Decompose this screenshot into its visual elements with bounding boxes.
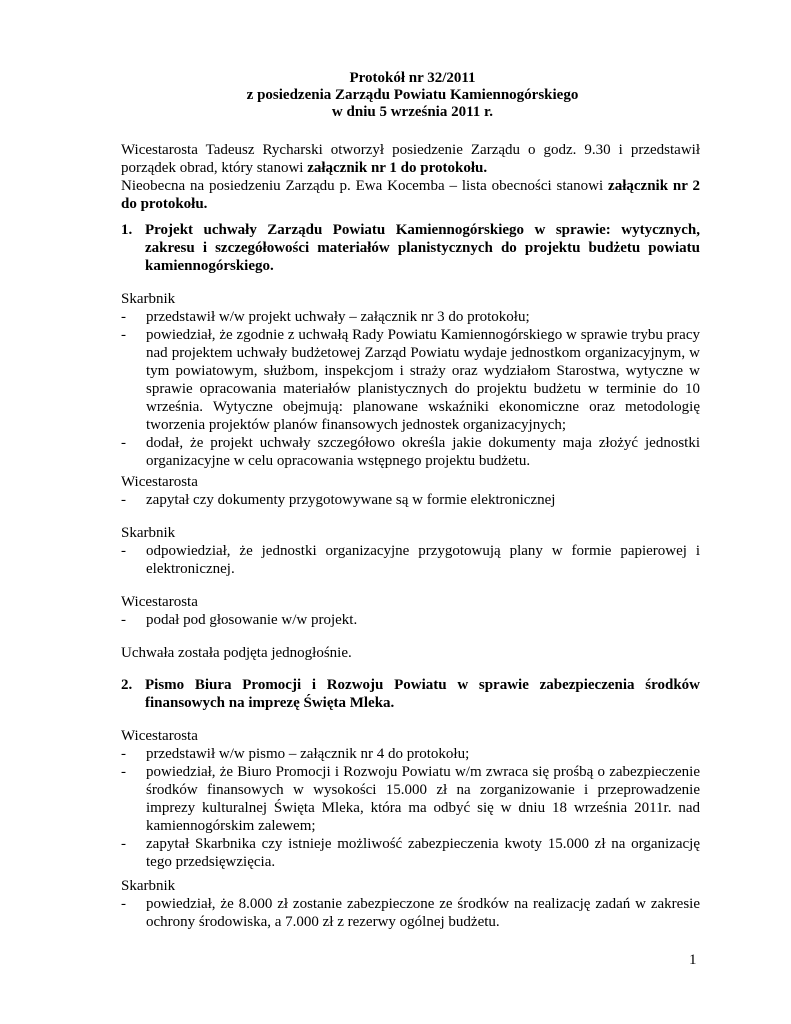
statement-list xyxy=(121,611,700,629)
list-item xyxy=(121,308,700,326)
bullet-dash: - xyxy=(121,746,126,762)
speaker-label: Skarbnik xyxy=(121,878,176,894)
bullet-dash: - xyxy=(121,309,126,325)
statement-list xyxy=(121,308,700,470)
list-item-text: odpowiedział, że jednostki organizacyjne przygotowują plany w formie papierowej i elektronicznej. xyxy=(146,543,700,577)
bullet-dash: - xyxy=(121,492,126,508)
list-item xyxy=(121,745,700,763)
speaker-label: Wicestarosta xyxy=(121,474,198,490)
list-item xyxy=(121,611,700,629)
list-item-text: zapytał Skarbnika czy istnieje możliwość zabezpieczenia kwoty 15.000 zł na organizację tego przedsięwzięcia. xyxy=(146,836,700,870)
list-item xyxy=(121,434,700,470)
section-2-title xyxy=(121,676,700,712)
list-item-text: powiedział, że Biuro Promocji i Rozwoju Powiatu w/m zwraca się prośbą o zabezpieczenie środków finansowych w wysokości 15.000 zł na zorganizowanie i przeprowadzenie imprezy kulturalnej Święta Mleka, która ma odbyć się w dniu 18 września 2011r. nad kamiennogórskim zalewem; xyxy=(146,764,700,834)
intro-opening: Wicestarosta Tadeusz Rycharski otworzył posiedzenie Zarządu o godz. 9.30 i przedstawił porządek obrad, który stanowi załącznik nr 1 do protokołu. xyxy=(121,142,700,176)
section-2-number: 2. xyxy=(121,677,133,693)
list-item xyxy=(121,895,700,931)
resolution-result: Uchwała została podjęta jednogłośnie. xyxy=(121,645,352,661)
protocol-date: w dniu 5 września 2011 r. xyxy=(331,104,494,120)
list-item-text: powiedział, że zgodnie z uchwałą Rady Powiatu Kamiennogórskiego w sprawie trybu pracy nad projektem uchwały budżetowej Zarząd Powiatu wydaje jednostkom organizacyjnym, w tym powiatowym, służbom, inspekcjom i straży oraz wydziałom Starostwa, wytyczne w sprawie opracowania materiałów planistycznych do projektu budżetu w terminie do 10 września. Wytyczne obejmują: planowane wskaźniki ekonomiczne oraz metodologię tworzenia projektów planów finansowych jednostek organizacyjnych; xyxy=(146,327,700,433)
list-item xyxy=(121,491,700,509)
intro-paragraph xyxy=(121,141,700,213)
bullet-dash: - xyxy=(121,612,126,628)
speaker-label: Skarbnik xyxy=(121,525,176,541)
list-item-text: zapytał czy dokumenty przygotowywane są w formie elektronicznej xyxy=(146,492,556,508)
attachment-2-reference: załącznik nr 2 do protokołu. xyxy=(121,178,700,212)
protocol-header xyxy=(120,70,705,121)
list-item xyxy=(121,763,700,835)
list-item-text: dodał, że projekt uchwały szczegółowo określa jakie dokumenty maja złożyć jednostki organizacyjne w celu opracowania wstępnego projektu budżetu. xyxy=(146,435,700,469)
statement-list xyxy=(121,745,700,871)
protocol-title: Protokół nr 32/2011 xyxy=(349,70,476,86)
page-number: 1 xyxy=(689,952,697,968)
statement-list xyxy=(121,491,700,509)
statement-list xyxy=(121,895,700,931)
list-item-text: przedstawił w/w projekt uchwały – załącznik nr 3 do protokołu; xyxy=(146,309,530,325)
section-1-number: 1. xyxy=(121,222,133,238)
list-item xyxy=(121,835,700,871)
bullet-dash: - xyxy=(121,327,126,343)
bullet-dash: - xyxy=(121,543,126,559)
bullet-dash: - xyxy=(121,896,126,912)
speaker-label: Wicestarosta xyxy=(121,728,198,744)
list-item xyxy=(121,326,700,434)
speaker-label: Skarbnik xyxy=(121,291,176,307)
list-item-text: przedstawił w/w pismo – załącznik nr 4 do protokołu; xyxy=(146,746,470,762)
speaker-label: Wicestarosta xyxy=(121,594,198,610)
section-2-title-text: Pismo Biura Promocji i Rozwoju Powiatu w sprawie zabezpieczenia środków finansowych na imprezę Święta Mleka. xyxy=(145,677,700,711)
statement-list xyxy=(121,542,700,578)
list-item xyxy=(121,542,700,578)
bullet-dash: - xyxy=(121,836,126,852)
attachment-1-reference: załącznik nr 1 do protokołu. xyxy=(307,160,488,176)
bullet-dash: - xyxy=(121,764,126,780)
intro-attendance: Nieobecna na posiedzeniu Zarządu p. Ewa Kocemba – lista obecności stanowi załącznik nr 2 do protokołu. xyxy=(121,178,700,212)
list-item-text: podał pod głosowanie w/w projekt. xyxy=(146,612,358,628)
list-item-text: powiedział, że 8.000 zł zostanie zabezpieczone ze środków na realizację zadań w zakresie ochrony środowiska, a 7.000 zł z rezerwy ogólnej budżetu. xyxy=(146,896,700,930)
bullet-dash: - xyxy=(121,435,126,451)
section-1-title xyxy=(121,221,700,275)
protocol-subtitle: z posiedzenia Zarządu Powiatu Kamiennogórskiego xyxy=(246,87,579,103)
section-1-title-text: Projekt uchwały Zarządu Powiatu Kamiennogórskiego w sprawie: wytycznych, zakresu i szczegółowości materiałów planistycznych do projektu budżetu powiatu kamiennogórskiego. xyxy=(145,222,700,274)
